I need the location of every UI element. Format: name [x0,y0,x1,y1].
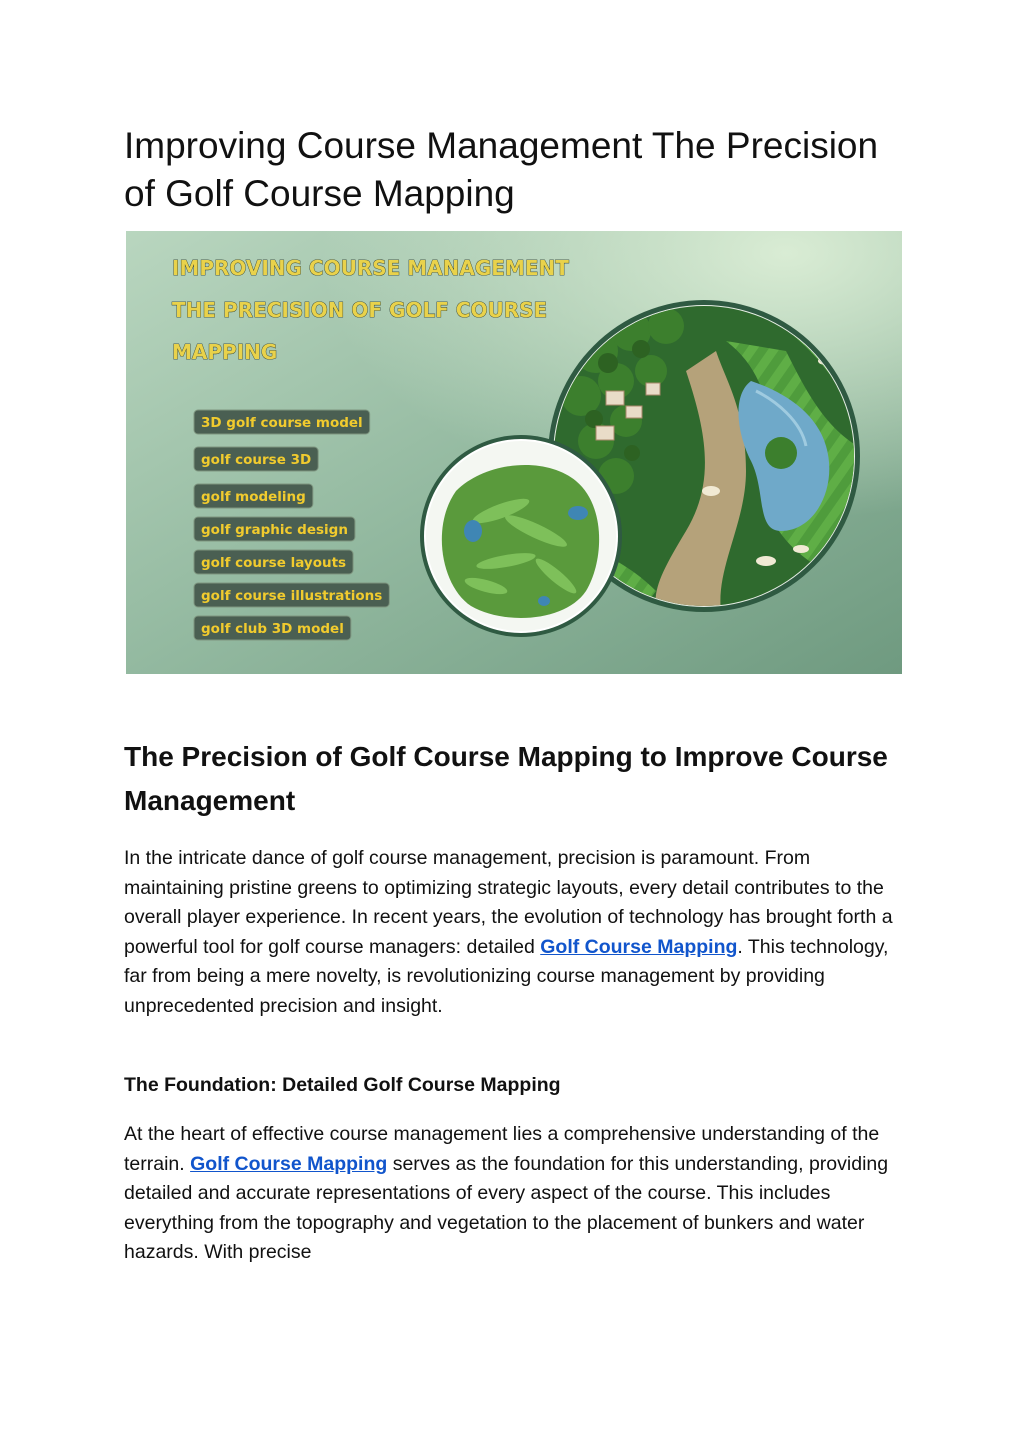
course-2d-map-circle [420,435,622,637]
hero-tag [194,410,370,434]
hero-tag-label: 3D golf course model [201,415,363,431]
hero-tag-label: golf club 3D model [201,621,344,637]
hero-tag [194,550,353,574]
intro-paragraph: In the intricate dance of golf course management, precision is paramount. From maintaining pristine greens to optimizing strategic layouts, every detail contributes to the overall player experience. In recent years, the evolution of technology has brought forth a powerful tool for golf course managers: detailed Golf Course Mapping. This technology, far from being a mere novelty, is revolutionizing course management by providing unprecedented precision and insight. [124,847,893,1017]
hero-tag-label: golf course 3D [201,452,312,468]
hero-tag-label: golf course layouts [201,555,347,571]
hero-tag-label: golf modeling [201,489,306,505]
hero-tag [194,616,351,640]
hero-tag-label: golf graphic design [201,522,348,538]
body-paragraph: At the heart of effective course management lies a comprehensive understanding of the terrain. Golf Course Mapping serves as the foundation for this understanding, providing detailed and accurate representations of every aspect of the course. This includes everything from the topography and vegetation to the placement of bunkers and water hazards. With precise [124,1123,889,1264]
section-heading: The Precision of Golf Course Mapping to Improve Course Management [124,741,888,816]
hero-tag [194,517,355,541]
hero-tag [194,484,313,508]
hero-headline-line: IMPROVING COURSE MANAGEMENT [172,256,569,280]
hero-headline-line: THE PRECISION OF GOLF COURSE [172,298,548,322]
hero-headline-line: MAPPING [172,340,278,364]
golf-course-mapping-link[interactable]: Golf Course Mapping [540,935,738,958]
page-title: Improving Course Management The Precision of Golf Course Mapping [124,125,879,214]
hero-tag [194,583,389,607]
golf-course-mapping-link-2[interactable]: Golf Course Mapping [190,1152,388,1175]
hero-banner-image [126,231,902,674]
hero-tag-label: golf course illustrations [201,588,383,604]
hero-tag [194,447,318,471]
subsection-heading: The Foundation: Detailed Golf Course Mapping [124,1074,561,1096]
